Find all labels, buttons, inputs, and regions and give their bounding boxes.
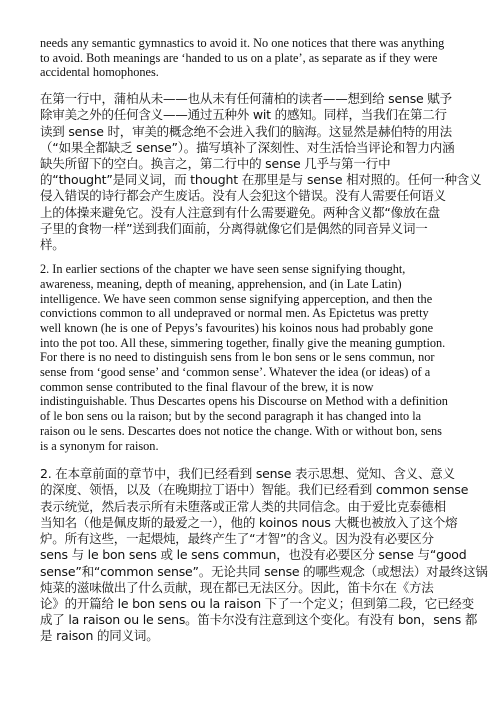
text-line: accidental homophones. [40,65,159,80]
text-line: 表示统觉，然后表示所有未堕落或正常人类的共同信念。由于爱比克泰德相 [40,498,446,514]
text-line: （“如果全都缺乏 sense”）。描写填补了深刻性、对生活恰当评论和智力内涵 [40,139,455,155]
text-line: to avoid. Both meanings are ‘handed to us on a plate’, as separate as if they were [40,50,438,65]
text-line: 炉。所有这些，一起煨炖，最终产生了“才智”的含义。因为没有必要区分 [40,531,434,547]
text-line: 读到 sense 时，审美的概念绝不会进入我们的脑海。这显然是赫伯特的用法 [40,123,452,139]
text-line: 子里的食物一样”送到我们面前，分离得就像它们是偶然的同音异义词一 [40,220,428,236]
text-line: sens 与 le bon sens 或 le sens commun，也没有必要区分 sense 与“good [40,547,467,563]
text-line: 当知名（他是佩皮斯的最爱之一），他的 koinos nous 大概也被放入了这个熔 [40,514,458,530]
text-line: needs any semantic gymnastics to avoid it. No one notices that there was anything [40,36,445,50]
text-line: into the pot too. All these, simmering together, finally give the meaning gumption. [40,335,446,350]
paragraph-english-1 [40,36,460,80]
text-line: is a synonym for raison. [40,438,159,453]
text-line: intelligence. We have seen common sense signifying apperception, and then the [40,291,433,306]
text-line: common sense contributed to the final flavour of the brew, it is now [40,379,374,394]
text-line: of le bon sens ou la raison; but by the second paragraph it has changed into la [40,409,422,424]
text-line: 成了 la raison ou le sens。笛卡尔没有注意到这个变化。有没有 bon，sens 都 [40,612,478,628]
paragraph-chinese-1 [40,91,482,253]
text-line: sense from ‘good sense’ and ‘common sense’. Whatever the idea (or ideas) of a [40,365,431,380]
text-line: 论》的开篇给 le bon sens ou la raison 下了一个定义；但到第二段，它已经变 [40,595,474,611]
text-line: 2. 在本章前面的章节中，我们已经看到 sense 表示思想、觉知、含义、意义 [40,466,455,482]
paragraph-english-2 [40,262,460,453]
text-line: 上的体操来避免它。没有人注意到有什么需要避免。两种含义都“像放在盘 [40,204,440,220]
text-line: 是 raison 的同义词。 [40,628,159,644]
text-line: 的“thought”是同义词，而 thought 在那里是与 sense 相对照的。任何一种含义 [40,172,482,188]
text-line: awareness, meaning, depth of meaning, apprehension, and (in Late Latin) [40,276,402,291]
text-line: indistinguishable. Thus Descartes opens his Discourse on Method with a definition [40,394,448,409]
text-line: For there is no need to distinguish sens from le bon sens or le sens commun, nor [40,350,435,365]
text-line: 的深度、领悟，以及（在晚期拉丁语中）智能。我们已经看到 common sense [40,482,469,498]
text-line: 在第一行中，蒲柏从未——也从未有任何蒲柏的读者——想到给 sense 赋予 [40,91,452,107]
text-line: well known (he is one of Pepys’s favourites) his koinos nous had probably gone [40,320,434,335]
text-line: 缺失所留下的空白。换言之，第二行中的 sense 几乎与第一行中 [40,155,391,171]
text-line: 2. In earlier sections of the chapter we have seen sense signifying thought, [40,262,406,277]
text-line: 样。 [40,236,65,252]
text-line: 侵入错误的诗行都会产生废话。没有人会犯这个错误。没有人需要任何语义 [40,188,446,204]
text-line: convictions common to all undepraved or normal men. As Epictetus was pretty [40,306,429,321]
text-line: 除审美之外的任何含义——通过五种外 wit 的感知。同样，当我们在第二行 [40,107,447,123]
text-line: 炖菜的滋味做出了什么贡献，现在都已无法区分。因此，笛卡尔在《方法 [40,579,434,595]
text-line: raison ou le sens. Descartes does not notice the change. With or without bon, sens [40,423,442,438]
document-body [40,36,488,645]
paragraph-chinese-2 [40,466,488,644]
text-line: sense”和“common sense”。无论共同 sense 的哪些观念（或想法）对最终这锅 [40,563,488,579]
